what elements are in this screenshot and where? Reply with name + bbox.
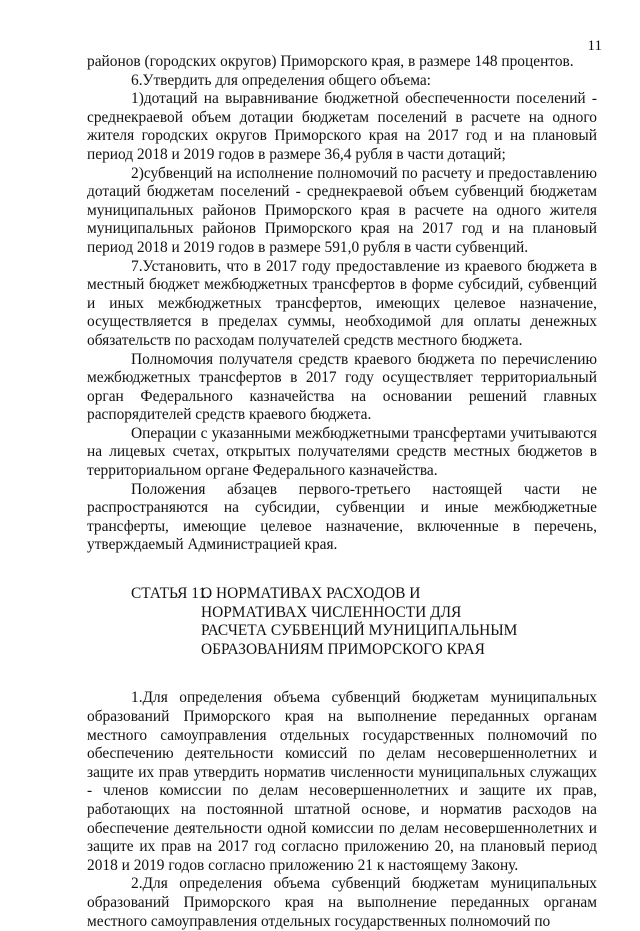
article-title-line: О НОРМАТИВАХ РАСХОДОВ И — [201, 585, 421, 603]
article-title-line: РАСЧЕТА СУБВЕНЦИЙ МУНИЦИПАЛЬНЫМ — [201, 622, 518, 640]
paragraph: 7.Установить, что в 2017 году предоставление из краевого бюджета в местный бюджет межбюджетных трансфертов в форме субсидий, субвенций и иных межбюджетных трансфертов, имеющих целевое назначение, осуществляется в пределах суммы, необходимой для оплаты денежных обязательств по расходам получателей средств местного бюджета. — [87, 257, 597, 349]
paragraph: районов (городских округов) Приморского края, в размере 148 процентов. — [87, 53, 574, 70]
paragraph: 1)дотаций на выравнивание бюджетной обеспеченности поселений - среднекраевой объем дотации бюджетам поселений в расчете на одного жителя городских округов Приморского края на 2017 год и на плановый период 2018 и 2019 годов в размере 36,4 рубля в части дотаций; — [87, 90, 597, 163]
article-title — [201, 585, 581, 659]
paragraph: 2)субвенций на исполнение полномочий по расчету и предоставлению дотаций бюджетам поселений - среднекраевой объем субвенций бюджетам муниципальных районов Приморского края в расчете на одного жителя муниципальных районов Приморского края на 2017 год и на плановый период 2018 и 2019 годов в размере 591,0 рубля в части субвенций. — [87, 164, 597, 256]
article-title-line: ОБРАЗОВАНИЯМ ПРИМОРСКОГО КРАЯ — [201, 640, 485, 658]
document-body — [87, 53, 597, 931]
article-heading — [87, 585, 597, 659]
paragraph: Положения абзацев первого-третьего настоящей части не распространяются на субсидии, субвенции и иные межбюджетные трансферты, имеющие целевое назначение, включенные в перечень, утверждаемый Администрацией края. — [87, 480, 597, 554]
paragraph: 1.Для определения объема субвенций бюджетам муниципальных образований Приморского края на выполнение переданных органам местного самоуправления отдельных государственных полномочий по обеспечению деятельности комиссий по делам несовершеннолетних и защите их прав утвердить норматив численности муниципальных служащих - членов комиссии по делам несовершеннолетних и защите их прав, работающих на постоянной штатной основе, и норматив расходов на обеспечение деятельности одной комиссии по делам несовершеннолетних и защите их прав на 2017 год согласно приложению 20, на плановый период 2018 и 2019 годов согласно приложению 21 к настоящему Закону. — [87, 689, 597, 874]
page-number: 11 — [587, 38, 602, 54]
paragraphs-before-article — [87, 53, 597, 555]
article-title-line: НОРМАТИВАХ ЧИСЛЕННОСТИ ДЛЯ — [201, 603, 462, 621]
article-number: СТАТЬЯ 11. — [131, 585, 210, 603]
paragraph: 2.Для определения объема субвенций бюджетам муниципальных образований Приморского края на выполнение переданных органам местного самоуправления отдельных государственных полномочий по — [87, 875, 597, 930]
paragraph: 6.Утвердить для определения общего объема: — [131, 71, 431, 89]
paragraph: Операции с указанными межбюджетными трансфертами учитываются на лицевых счетах, открытых получателями средств местных бюджетов в территориальном органе Федерального казначейства. — [87, 424, 597, 480]
paragraphs-after-article — [87, 689, 597, 931]
paragraph: Полномочия получателя средств краевого бюджета по перечислению межбюджетных трансфертов в 2017 году осуществляет территориальный орган Федерального казначейства на основании решений главных распорядителей средств краевого бюджета. — [87, 350, 597, 424]
